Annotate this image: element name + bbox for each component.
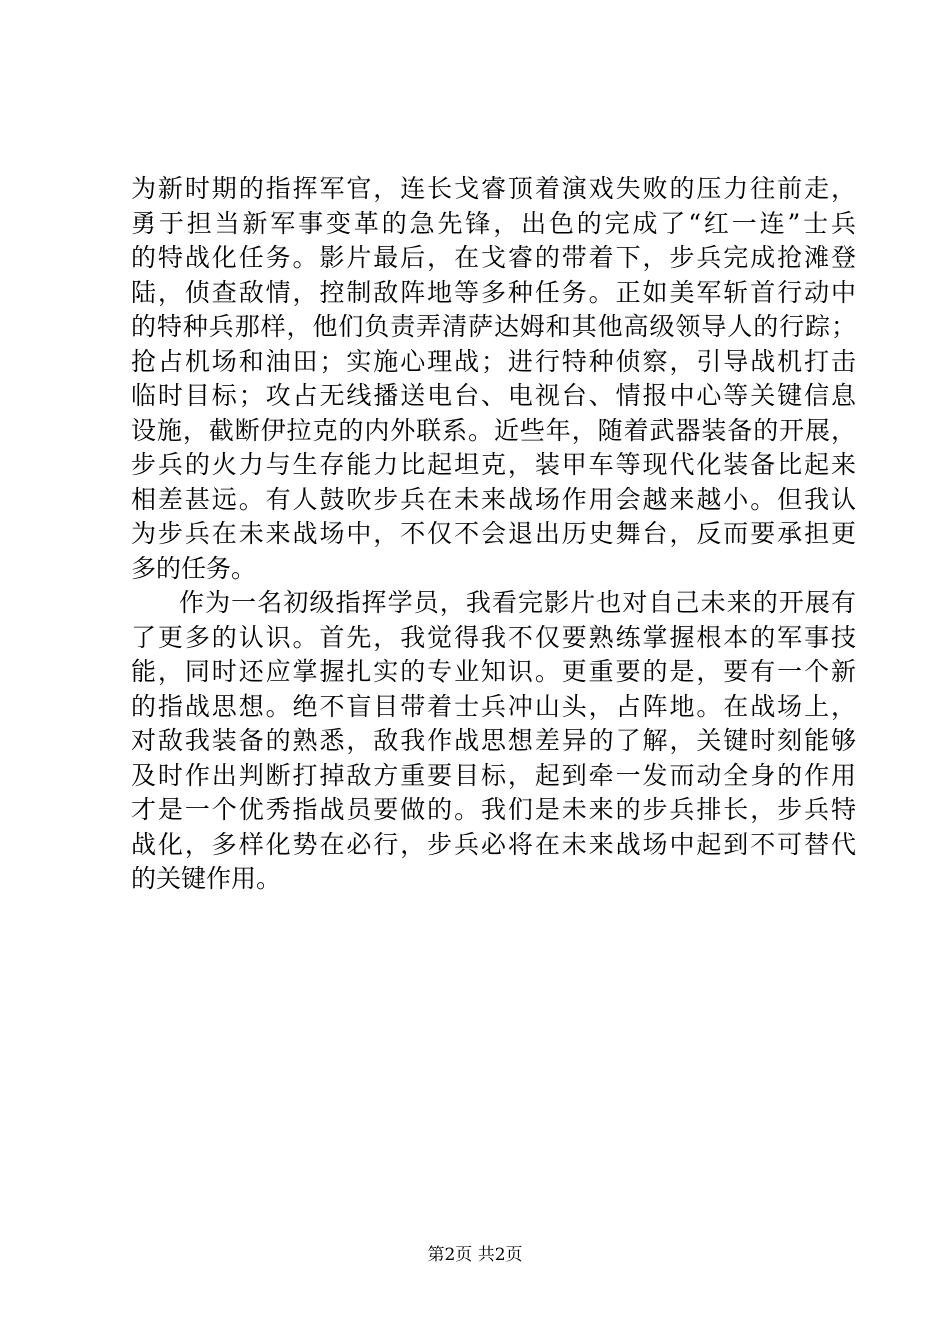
text-line: 才是一个优秀指战员要做的。我们是未来的步兵排长，步兵特 <box>131 795 856 824</box>
text-line: 抢占机场和油田；实施心理战；进行特种侦察，引导战机打击 <box>131 346 856 376</box>
text-line: 的指战思想。绝不盲目带着士兵冲山头，占阵地。在战场上， <box>131 691 856 721</box>
text-line: 了更多的认识。首先，我觉得我不仅要熟练掌握根本的军事技 <box>131 622 856 652</box>
text-line: 设施，截断伊拉克的内外联系。近些年，随着武器装备的开展， <box>131 415 856 445</box>
paragraph-1 <box>131 172 856 586</box>
text-line: 能，同时还应掌握扎实的专业知识。更重要的是，要有一个新 <box>131 657 856 686</box>
text-line: 多的任务。 <box>131 553 257 583</box>
text-line: 及时作出判断打掉敌方重要目标，起到牵一发而动全身的作用 <box>131 760 856 790</box>
text-line: 的关键作用。 <box>131 864 282 893</box>
text-line: 战化，多样化势在必行，步兵必将在未来战场中起到不可替代 <box>131 829 856 859</box>
page-number-indicator: 第2页 共2页 <box>427 1245 523 1265</box>
text-line: 相差甚远。有人鼓吹步兵在未来战场作用会越来越小。但我认 <box>131 484 856 514</box>
text-line: 勇于担当新军事变革的急先锋，出色的完成了“红一连”士兵 <box>131 208 856 238</box>
text-line: 步兵的火力与生存能力比起坦克，装甲车等现代化装备比起来 <box>131 450 856 479</box>
text-line: 临时目标；攻占无线播送电台、电视台、情报中心等关键信息 <box>131 381 856 410</box>
text-line: 对敌我装备的熟悉，敌我作战思想差异的了解，关键时刻能够 <box>131 726 856 755</box>
document-body <box>131 172 856 897</box>
paragraph-2 <box>131 586 856 897</box>
text-line: 作为一名初级指挥学员，我看完影片也对自己未来的开展有 <box>179 588 856 617</box>
text-line: 为步兵在未来战场中，不仅不会退出历史舞台，反而要承担更 <box>131 519 856 548</box>
text-line: 陆，侦查敌情，控制敌阵地等多种任务。正如美军斩首行动中 <box>131 277 856 307</box>
page-footer <box>0 1243 950 1267</box>
text-line: 的特种兵那样，他们负责弄清萨达姆和其他高级领导人的行踪； <box>131 312 856 341</box>
text-line: 为新时期的指挥军官，连长戈睿顶着演戏失败的压力往前走， <box>131 174 856 203</box>
text-line: 的特战化任务。影片最后，在戈睿的带着下，步兵完成抢滩登 <box>131 243 856 272</box>
